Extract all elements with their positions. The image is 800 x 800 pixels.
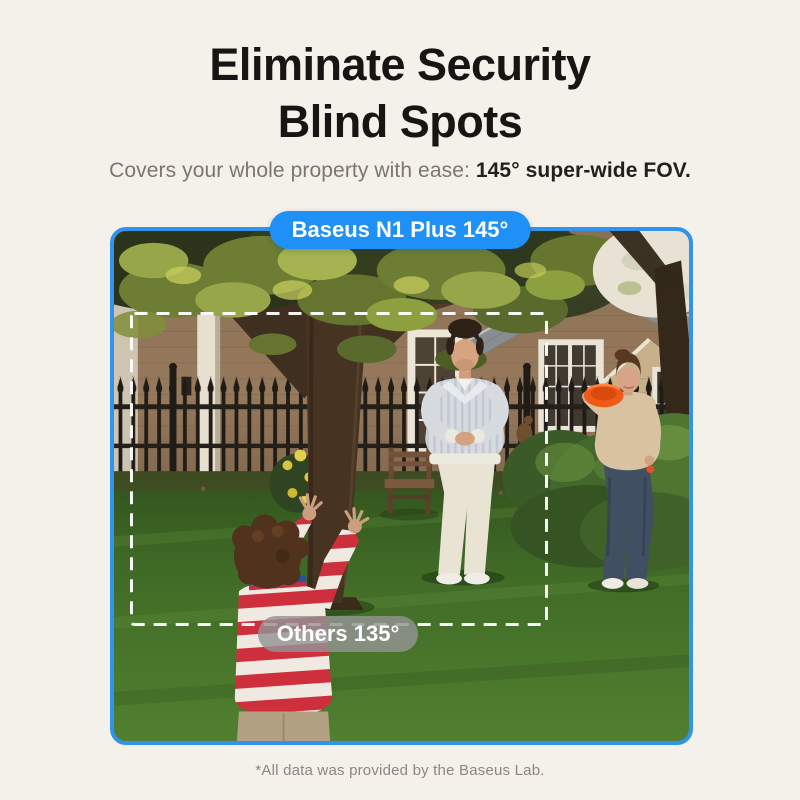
yard-photo xyxy=(110,227,693,745)
fov-badge-primary: Baseus N1 Plus 145° xyxy=(270,211,531,249)
page-subtitle xyxy=(0,159,800,183)
footnote: *All data was provided by the Baseus Lab. xyxy=(255,762,545,779)
subtitle-text: Covers your whole property with ease: xyxy=(109,159,476,182)
page-title-line1: Eliminate Security xyxy=(209,39,591,90)
page-title xyxy=(0,36,800,150)
yard-scene xyxy=(114,231,689,741)
page-title-line2: Blind Spots xyxy=(277,96,523,147)
frisbee xyxy=(584,384,624,408)
subtitle-highlight: 145° super-wide FOV. xyxy=(475,159,691,182)
fov-badge-others: Others 135° xyxy=(258,616,418,652)
